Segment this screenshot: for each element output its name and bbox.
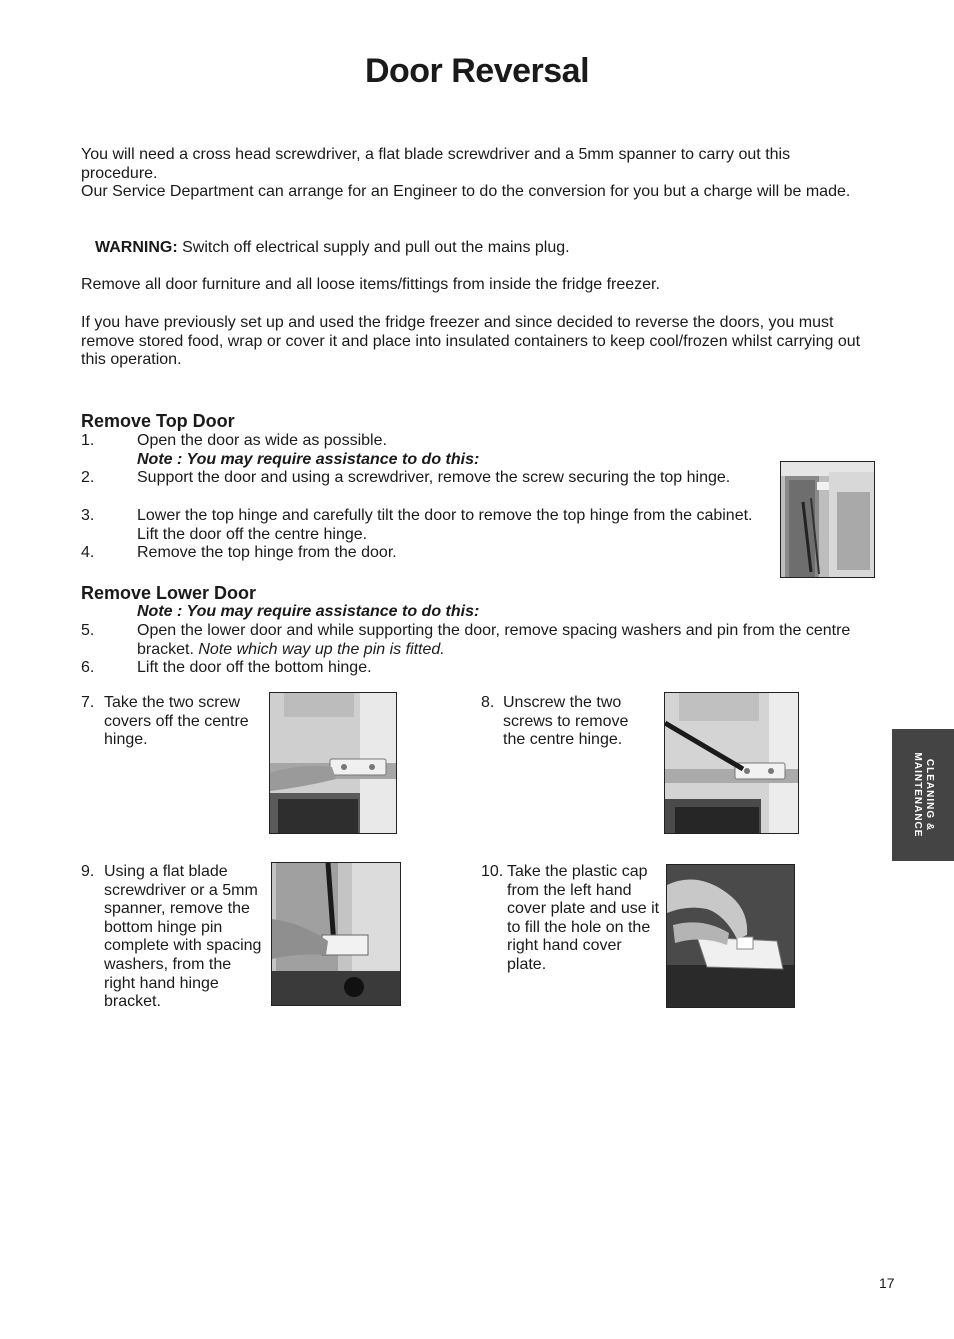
step-text	[137, 622, 857, 659]
step-number: 5.	[81, 622, 95, 639]
step-5-text: Open the lower door and while supporting the door, remove spacing washers and pin from the centre bracket.	[137, 622, 851, 658]
bottom-hinge-pin-photo	[271, 862, 401, 1006]
unscrew-hinge-photo	[664, 692, 799, 834]
figure-text: Unscrew the two screws to remove the centre hinge.	[503, 694, 629, 749]
step-text: Support the door and using a screwdriver, remove the screw securing the top hinge.	[137, 469, 731, 486]
figure-number: 8.	[481, 694, 495, 711]
figure-text: Take the plastic cap from the left hand cover plate and use it to fill the hole on the right hand cover plate.	[507, 863, 660, 973]
top-hinge-photo	[780, 461, 875, 578]
warning-paragraph	[95, 239, 885, 258]
step-number: 6.	[81, 659, 95, 676]
page-title: Door Reversal	[364, 52, 590, 90]
section-side-tab	[892, 729, 954, 861]
screw-covers-photo	[269, 692, 397, 834]
figure-number: 7.	[81, 694, 95, 711]
figure-text: Using a flat blade screwdriver or a 5mm spanner, remove the bottom hinge pin complete with spacing washers, from the right hand hinge bracket.	[104, 863, 262, 1011]
figure-9-caption	[81, 863, 266, 1012]
step-number: 2.	[81, 469, 95, 486]
top-door-heading: Remove Top Door	[81, 411, 235, 431]
lower-door-heading: Remove Lower Door	[81, 583, 257, 603]
step-text: Lift the door off the bottom hinge.	[137, 659, 372, 676]
warning-text: Switch off electrical supply and pull out the mains plug.	[177, 239, 570, 256]
figure-10-caption	[481, 863, 666, 975]
step-number: 1.	[81, 432, 95, 449]
step-text: Open the door as wide as possible.	[137, 432, 387, 449]
page-number: 17	[879, 1275, 895, 1291]
intro-service-text: Our Service Department can arrange for an Engineer to do the conversion for you but a charge will be made.	[81, 183, 851, 201]
remove-items-paragraph: Remove all door furniture and all loose items/fittings from inside the fridge freezer.	[81, 276, 660, 293]
figure-7-caption	[81, 694, 261, 750]
lower-door-note: Note : You may require assistance to do this:	[137, 603, 480, 620]
section-side-tab-label: CLEANING & MAINTENANCE	[912, 752, 935, 838]
warning-label: WARNING:	[95, 239, 178, 256]
cover-plate-photo	[666, 864, 795, 1008]
stored-food-paragraph: If you have previously set up and used the fridge freezer and since decided to reverse the doors, you must remove stored food, wrap or cover it and place into insulated containers to keep cool/frozen whilst carrying out this operation.	[81, 314, 861, 369]
top-door-note: Note : You may require assistance to do this:	[137, 451, 480, 468]
figure-8-caption	[481, 694, 651, 750]
intro-tools-text: You will need a cross head screwdriver, a flat blade screwdriver and a 5mm spanner to carry out this procedure.	[81, 146, 791, 182]
intro-tools-paragraph	[81, 146, 871, 202]
figure-text: Take the two screw covers off the centre hinge.	[104, 694, 249, 749]
step-number: 3.	[81, 507, 95, 524]
figure-number: 9.	[81, 863, 95, 880]
step-5-italic-note: Note which way up the pin is fitted.	[193, 640, 445, 658]
figure-number: 10.	[481, 863, 504, 880]
step-text: Remove the top hinge from the door.	[137, 544, 397, 561]
step-text: Lower the top hinge and carefully tilt the door to remove the top hinge from the cabinet. Lift the door off the centre hinge.	[137, 507, 753, 543]
step-number: 4.	[81, 544, 95, 561]
